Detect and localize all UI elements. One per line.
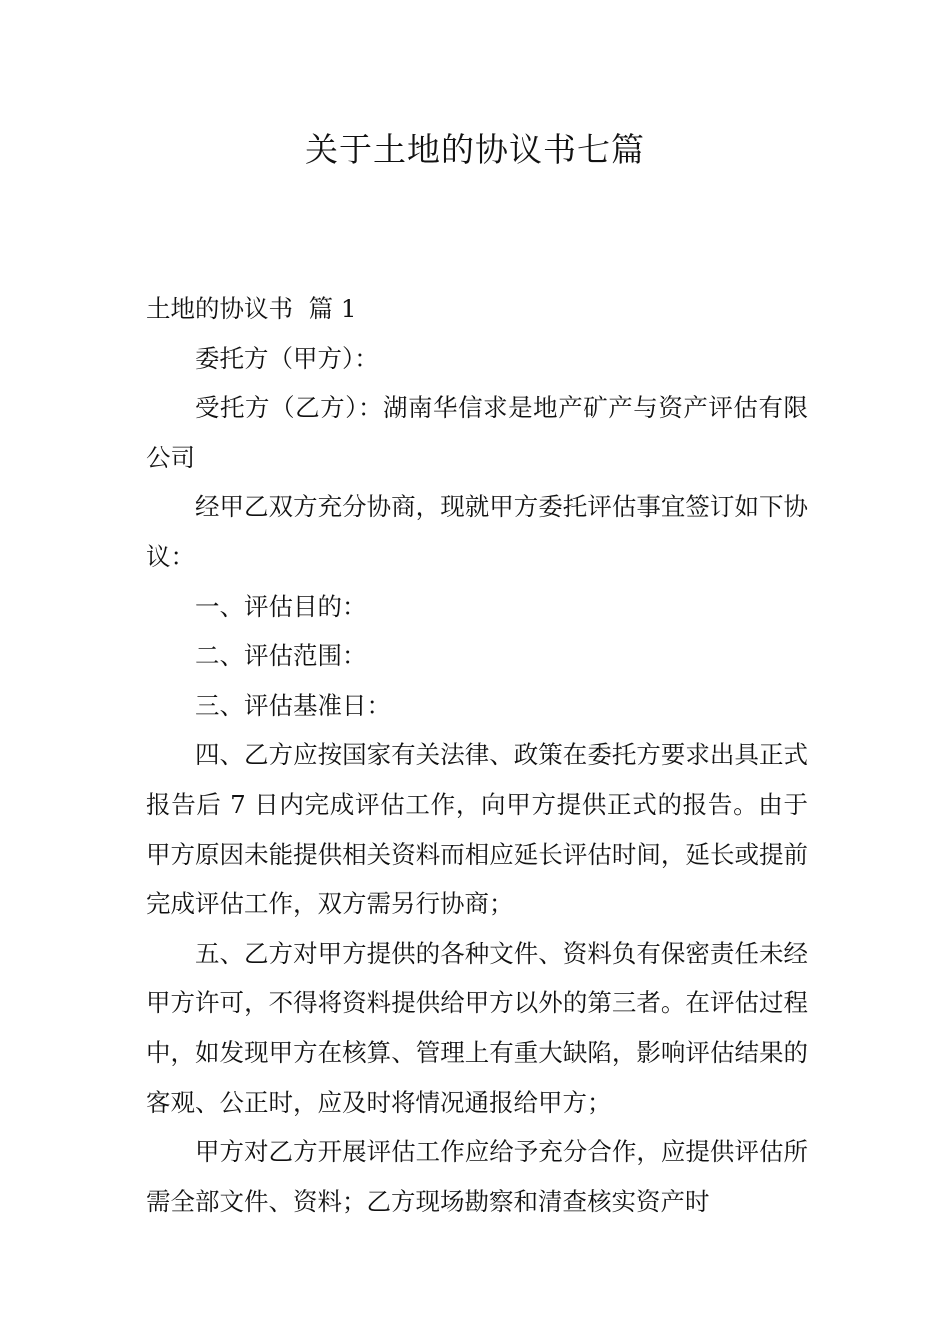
paragraph-party-a-cooperation: 甲方对乙方开展评估工作应给予充分合作，应提供评估所需全部文件、资料；乙方现场勘察和清查核实资产时 [146,1137,808,1216]
paragraph-agreement-intro: 经甲乙双方充分协商，现就甲方委托评估事宜签订如下协议： [146,492,808,571]
paragraph-clause-four: 四、乙方应按国家有关法律、政策在委托方要求出具正式报告后 7 日内完成评估工作，向甲方提供正式的报告。由于甲方原因未能提供相关资料而相应延长评估时间，延长或提前完成评估工作，双方需另行协商； [146,740,808,919]
paragraph-trustee: 受托方（乙方）：湖南华信求是地产矿产与资产评估有限公司 [146,393,808,472]
document-body [146,284,808,1226]
paragraph-purpose: 一、评估目的： [195,591,367,621]
section-heading: 土地的协议书 篇 1 [146,294,357,323]
paragraph-client: 委托方（甲方）： [195,343,379,373]
paragraph-base-date: 三、评估基准日： [195,690,391,720]
paragraph-scope: 二、评估范围： [195,641,367,671]
document-title: 关于土地的协议书七篇 [305,130,645,169]
paragraph-clause-five: 五、乙方对甲方提供的各种文件、资料负有保密责任未经甲方许可，不得将资料提供给甲方以外的第三者。在评估过程中，如发现甲方在核算、管理上有重大缺陷，影响评估结果的客观、公正时，应及时将情况通报给甲方； [146,938,808,1117]
